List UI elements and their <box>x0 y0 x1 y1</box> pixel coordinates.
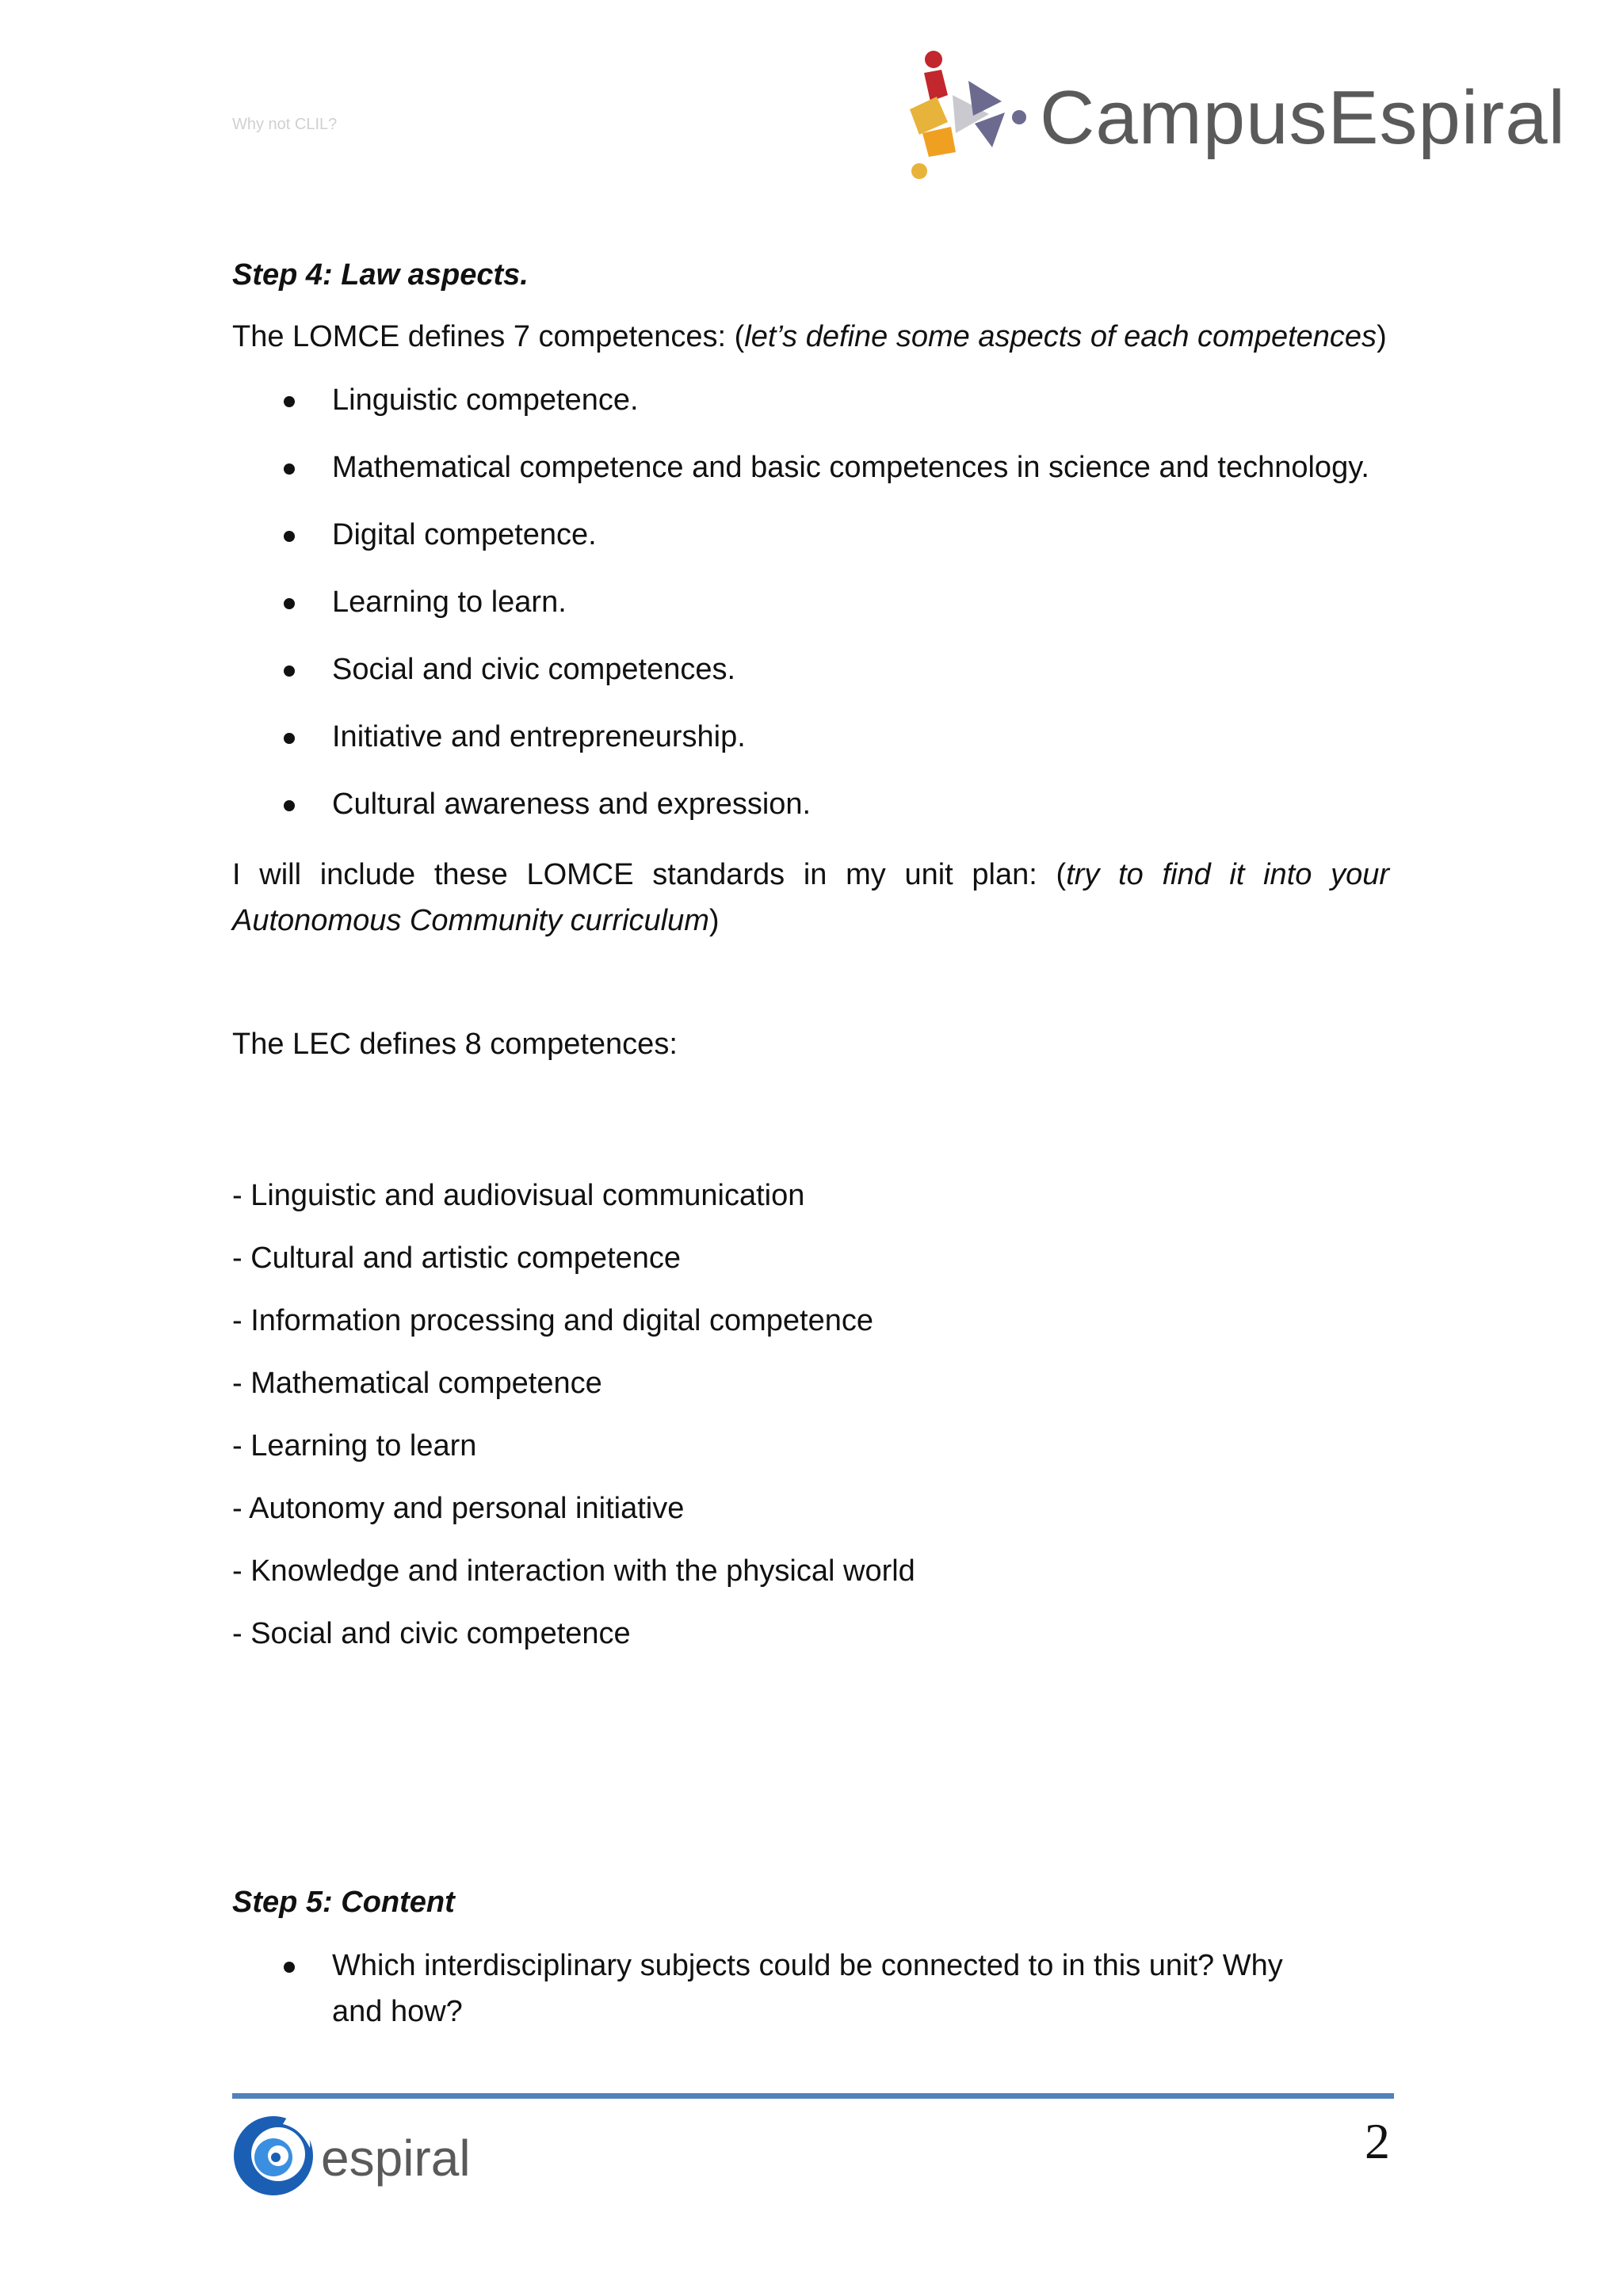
list-item: Social and civic competences. <box>232 646 1389 714</box>
running-header: Why not CLIL? <box>232 116 338 133</box>
footer-brand-name: espiral <box>321 2130 471 2187</box>
standards-suffix: ) <box>708 904 720 937</box>
list-item: - Learning to learn <box>232 1429 477 1463</box>
list-item: - Knowledge and interaction with the physical world <box>232 1554 915 1588</box>
espiral-logo <box>232 2111 502 2199</box>
list-item: - Mathematical competence <box>232 1367 602 1400</box>
list-item: Digital competence. <box>232 512 1389 579</box>
lec-competences-list <box>232 1173 1389 1673</box>
step5-heading: Step 5: Content <box>232 1886 455 1919</box>
list-item: - Social and civic competence <box>232 1617 631 1650</box>
lomce-intro-prefix: The LOMCE defines 7 competences: ( <box>232 320 745 353</box>
campusespiral-mark-icon <box>903 46 1038 189</box>
list-item: Mathematical competence and basic competences in science and technology. <box>232 444 1389 512</box>
lomce-competences-list <box>232 377 1389 849</box>
list-item: - Cultural and artistic competence <box>232 1241 682 1275</box>
list-item: Linguistic competence. <box>232 377 1389 444</box>
step4-heading: Step 4: Law aspects. <box>232 258 529 292</box>
list-item: Learning to learn. <box>232 579 1389 646</box>
espiral-swirl-icon <box>232 2111 315 2199</box>
standards-prefix: I will include these LOMCE standards in my unit plan: ( <box>232 858 1067 891</box>
list-item: - Autonomy and personal initiative <box>232 1492 685 1525</box>
list-item: Which interdisciplinary subjects could be connected to in this unit? Why and how? <box>232 1943 1389 2035</box>
lomce-intro <box>232 314 1389 360</box>
list-item: - Linguistic and audiovisual communication <box>232 1179 805 1212</box>
footer-divider <box>232 2093 1394 2099</box>
list-item: Cultural awareness and expression. <box>232 781 1389 849</box>
brand-name: CampusEspiral <box>1040 75 1566 160</box>
list-item: Initiative and entrepreneurship. <box>232 714 1389 781</box>
page-number: 2 <box>1365 2113 1390 2169</box>
lomce-standards-paragraph <box>232 852 1389 944</box>
lomce-intro-suffix: ) <box>1377 320 1387 353</box>
list-item: - Information processing and digital competence <box>232 1304 874 1337</box>
step5-questions-list <box>232 1943 1389 2035</box>
lomce-intro-note: let’s define some aspects of each competences <box>744 320 1377 353</box>
lec-intro: The LEC defines 8 competences: <box>232 1028 678 1061</box>
standards-note: try to find it into your Autonomous Community curriculum <box>232 858 1389 937</box>
campusespiral-logo <box>903 46 1566 189</box>
document-body <box>232 252 1389 2035</box>
